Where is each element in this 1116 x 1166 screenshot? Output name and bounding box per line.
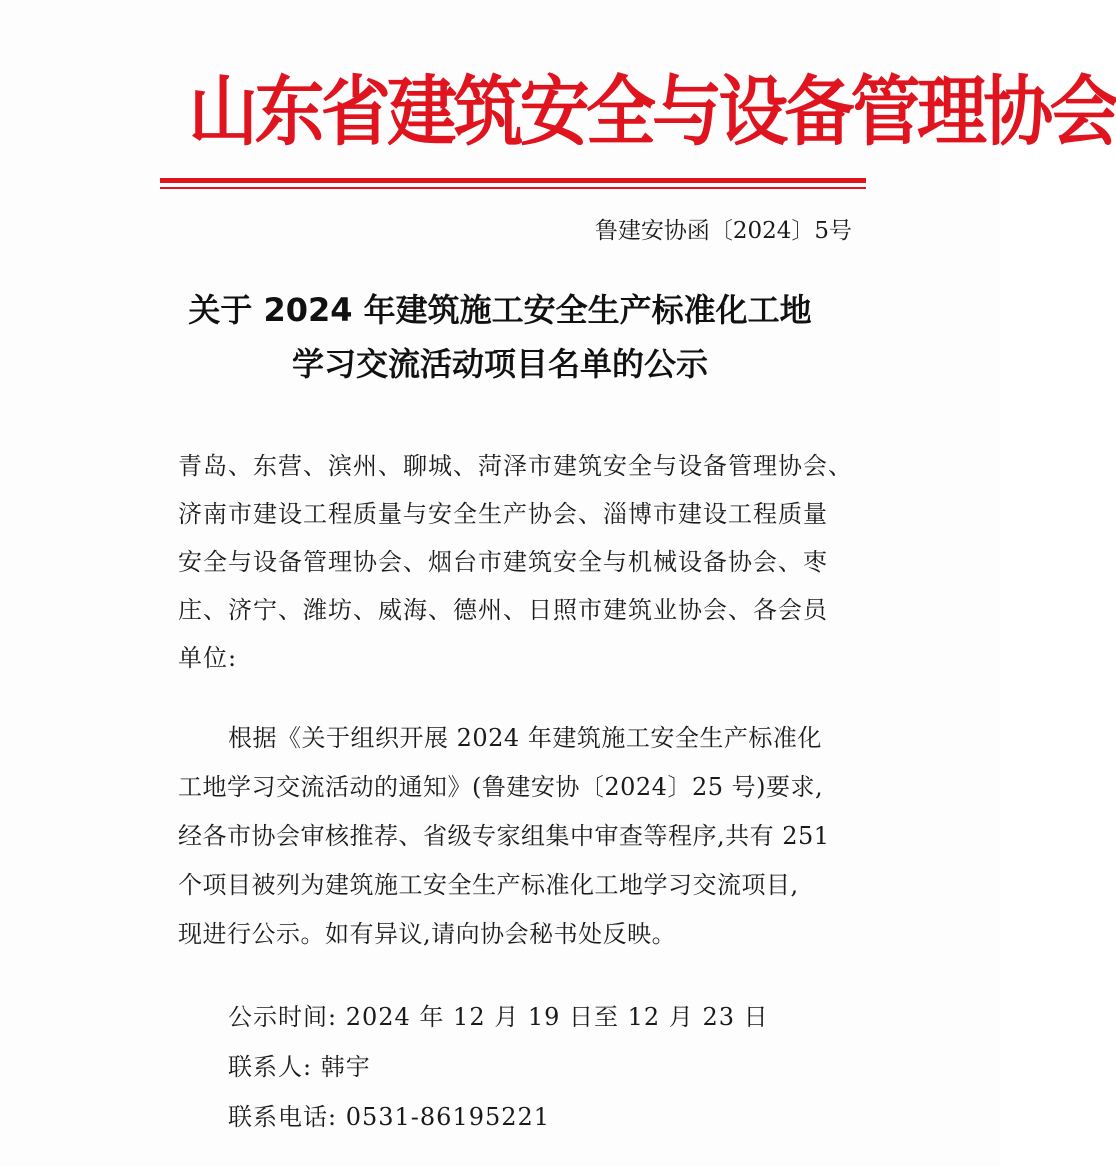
recipients-line: 庄、济宁、潍坊、威海、德州、日照市建筑业协会、各会员 <box>178 596 828 624</box>
body-line: 工地学习交流活动的通知》(鲁建安协〔2024〕25 号)要求, <box>178 773 824 801</box>
recipients-line: 青岛、东营、滨州、聊城、菏泽市建筑安全与设备管理协会、 <box>178 452 853 480</box>
document-title <box>150 283 850 391</box>
contact-person: 联系人: 韩宇 <box>228 1053 371 1081</box>
body-line: 经各市协会审核推荐、省级专家组集中审查等程序,共有 251 <box>178 822 830 850</box>
letterhead-rule-thick <box>160 178 866 183</box>
document-title-line-1: 关于 2024 年建筑施工安全生产标准化工地 <box>188 291 812 329</box>
document-title-line-2: 学习交流活动项目名单的公示 <box>291 345 708 383</box>
publicity-period: 公示时间: 2024 年 12 月 19 日至 12 月 23 日 <box>228 1003 769 1031</box>
recipients-line: 单位: <box>178 644 238 672</box>
body-line: 现进行公示。如有异议,请向协会秘书处反映。 <box>178 920 677 948</box>
footer-info <box>228 992 828 1142</box>
recipients-line: 济南市建设工程质量与安全生产协会、淄博市建设工程质量 <box>178 500 828 528</box>
body-line: 个项目被列为建筑施工安全生产标准化工地学习交流项目, <box>178 871 799 899</box>
body-line: 根据《关于组织开展 2024 年建筑施工安全生产标准化 <box>228 724 822 752</box>
letterhead-title: 山东省建筑安全与设备管理协会 <box>188 67 1116 156</box>
body-paragraph <box>178 714 858 959</box>
recipients-block <box>178 442 858 682</box>
contact-phone: 联系电话: 0531-86195221 <box>228 1103 551 1131</box>
letterhead-rule-thin <box>160 187 866 189</box>
document-number: 鲁建安协函〔2024〕5号 <box>594 218 852 244</box>
recipients-line: 安全与设备管理协会、烟台市建筑安全与机械设备协会、枣 <box>178 548 828 576</box>
